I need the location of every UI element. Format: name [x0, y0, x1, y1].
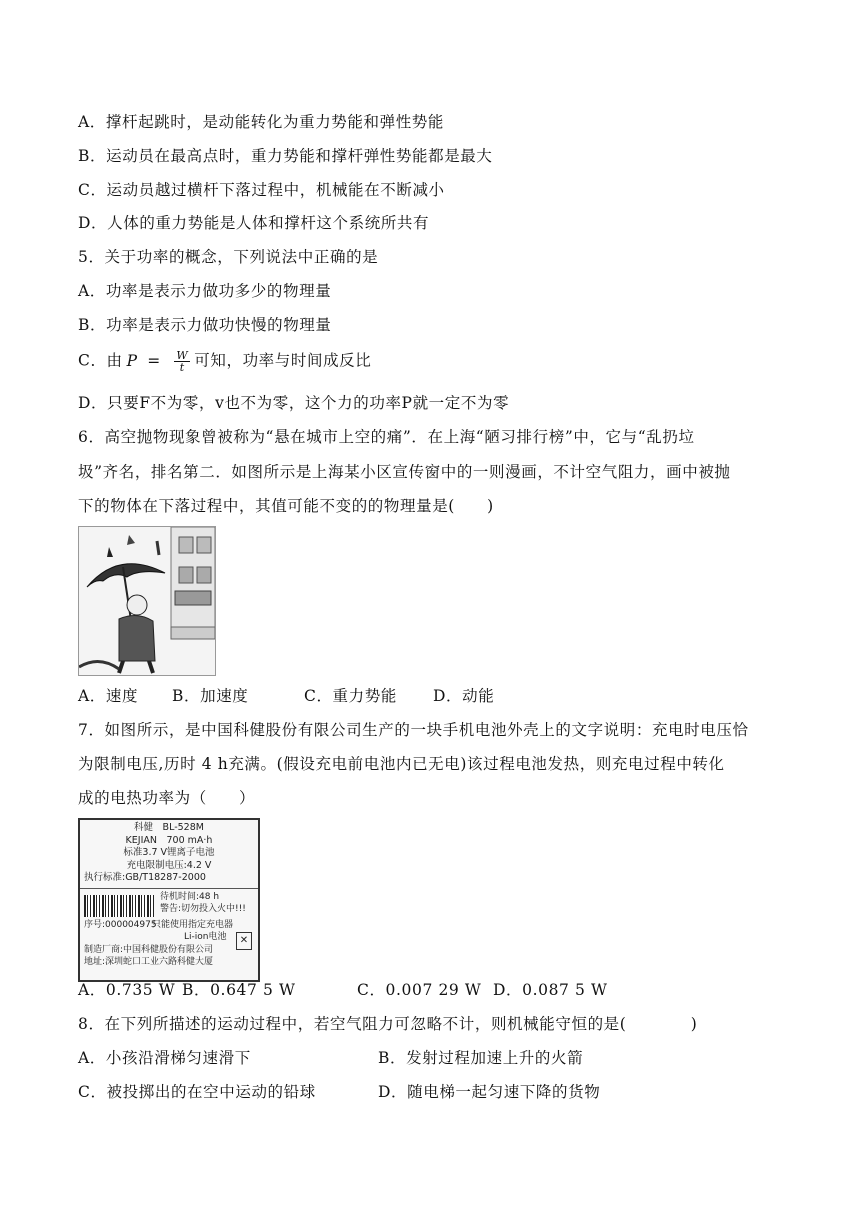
q6-option-b: B．加速度 [172, 687, 249, 705]
q8-option-c: C．被投掷出的在空中运动的铅球 [78, 1083, 316, 1101]
q6-option-a: A．速度 [78, 687, 139, 705]
option-4a: A．撑杆起跳时，是动能转化为重力势能和弹性势能 [78, 113, 444, 131]
battery-label-image [78, 818, 260, 982]
option-5c-suffix: 可知，功率与时间成反比 [194, 351, 372, 370]
battery-li-ion: Li-ion电池 [184, 932, 227, 942]
battery-label-top [80, 820, 258, 889]
option-5a: A．功率是表示力做功多少的物理量 [78, 282, 332, 300]
barcode [84, 895, 154, 917]
q6-option-d: D．动能 [433, 687, 495, 705]
question-7-line-2: 为限制电压,历时 4 h充满。(假设充电前电池内已无电)该过程电池发热，则充电过程中转化 [78, 755, 725, 773]
battery-brand: 科健 BL-528M [134, 822, 204, 833]
question-7-line-3: 成的电热功率为（ ） [78, 789, 256, 807]
question-8: 8．在下列所描述的运动过程中，若空气阻力可忽略不计，则机械能守恒的是( ) [78, 1015, 698, 1033]
battery-type: 标准3.7 V锂离子电池 [123, 847, 215, 858]
q8-option-a: A．小孩沿滑梯匀速滑下 [78, 1049, 251, 1067]
question-6-line-3: 下的物体在下落过程中，其值可能不变的的物理量是( ) [78, 497, 494, 515]
battery-maker: 制造厂商:中国科健股份有限公司 [84, 945, 214, 955]
battery-address: 地址:深圳蛇口工业六路科健大厦 [84, 957, 214, 967]
q7-option-d: D．0.087 5 W [493, 981, 608, 999]
battery-standby: 待机时间:48 h [160, 892, 220, 902]
battery-standard: 执行标准:GB/T18287-2000 [84, 872, 206, 883]
option-4d: D．人体的重力势能是人体和撑杆这个系统所共有 [78, 214, 430, 232]
battery-charger-note: 只能使用指定充电器 [152, 920, 234, 930]
equals-sign: = [147, 351, 161, 370]
battery-limit-voltage: 充电限制电压:4.2 V [126, 859, 212, 871]
battery-warning: 警告:切勿投入火中!!! [160, 904, 246, 914]
option-5c [78, 350, 371, 373]
q7-option-a: A．0.735 W [78, 981, 176, 999]
question-6-line-1: 6．高空抛物现象曾被称为“悬在城市上空的痛”．在上海“陋习排行榜”中，它与“乱扔垃 [78, 428, 695, 446]
fraction-numerator: W [176, 349, 189, 362]
option-5b: B．功率是表示力做功快慢的物理量 [78, 316, 332, 334]
q6-option-c: C．重力势能 [304, 687, 397, 705]
q8-option-b: B．发射过程加速上升的火箭 [378, 1049, 584, 1067]
fraction-w-over-t [174, 350, 190, 373]
question-7-line-1: 7．如图所示，是中国科健股份有限公司生产的一块手机电池外壳上的文字说明：充电时电压恰 [78, 721, 749, 739]
option-5c-prefix: C．由 [78, 351, 123, 370]
fraction-denominator: t [179, 361, 185, 374]
battery-capacity: KEJIAN 700 mA·h [125, 834, 213, 846]
battery-label-bottom [80, 944, 258, 968]
option-5d: D．只要F不为零，v也不为零，这个力的功率P就一定不为零 [78, 394, 510, 412]
q8-option-d: D．随电梯一起匀速下降的货物 [378, 1083, 601, 1101]
question-5: 5．关于功率的概念，下列说法中正确的是 [78, 248, 379, 266]
q7-option-c: C．0.007 29 W [357, 981, 482, 999]
cartoon-image [78, 526, 216, 676]
option-4c: C．运动员越过横杆下落过程中，机械能在不断减小 [78, 181, 445, 199]
recycle-bin-icon: ✕ [236, 932, 252, 950]
option-4b: B．运动员在最高点时，重力势能和撑杆弹性势能都是最大 [78, 147, 493, 165]
question-6-line-2: 圾”齐名，排名第二．如图所示是上海某小区宣传窗中的一则漫画，不计空气阻力，画中被抛 [78, 463, 731, 481]
q7-option-b: B．0.647 5 W [182, 981, 296, 999]
battery-label-middle [80, 889, 258, 941]
power-symbol: P [126, 351, 138, 370]
battery-serial: 序号:000004975 [84, 920, 157, 930]
cartoon-drawing [79, 527, 215, 675]
